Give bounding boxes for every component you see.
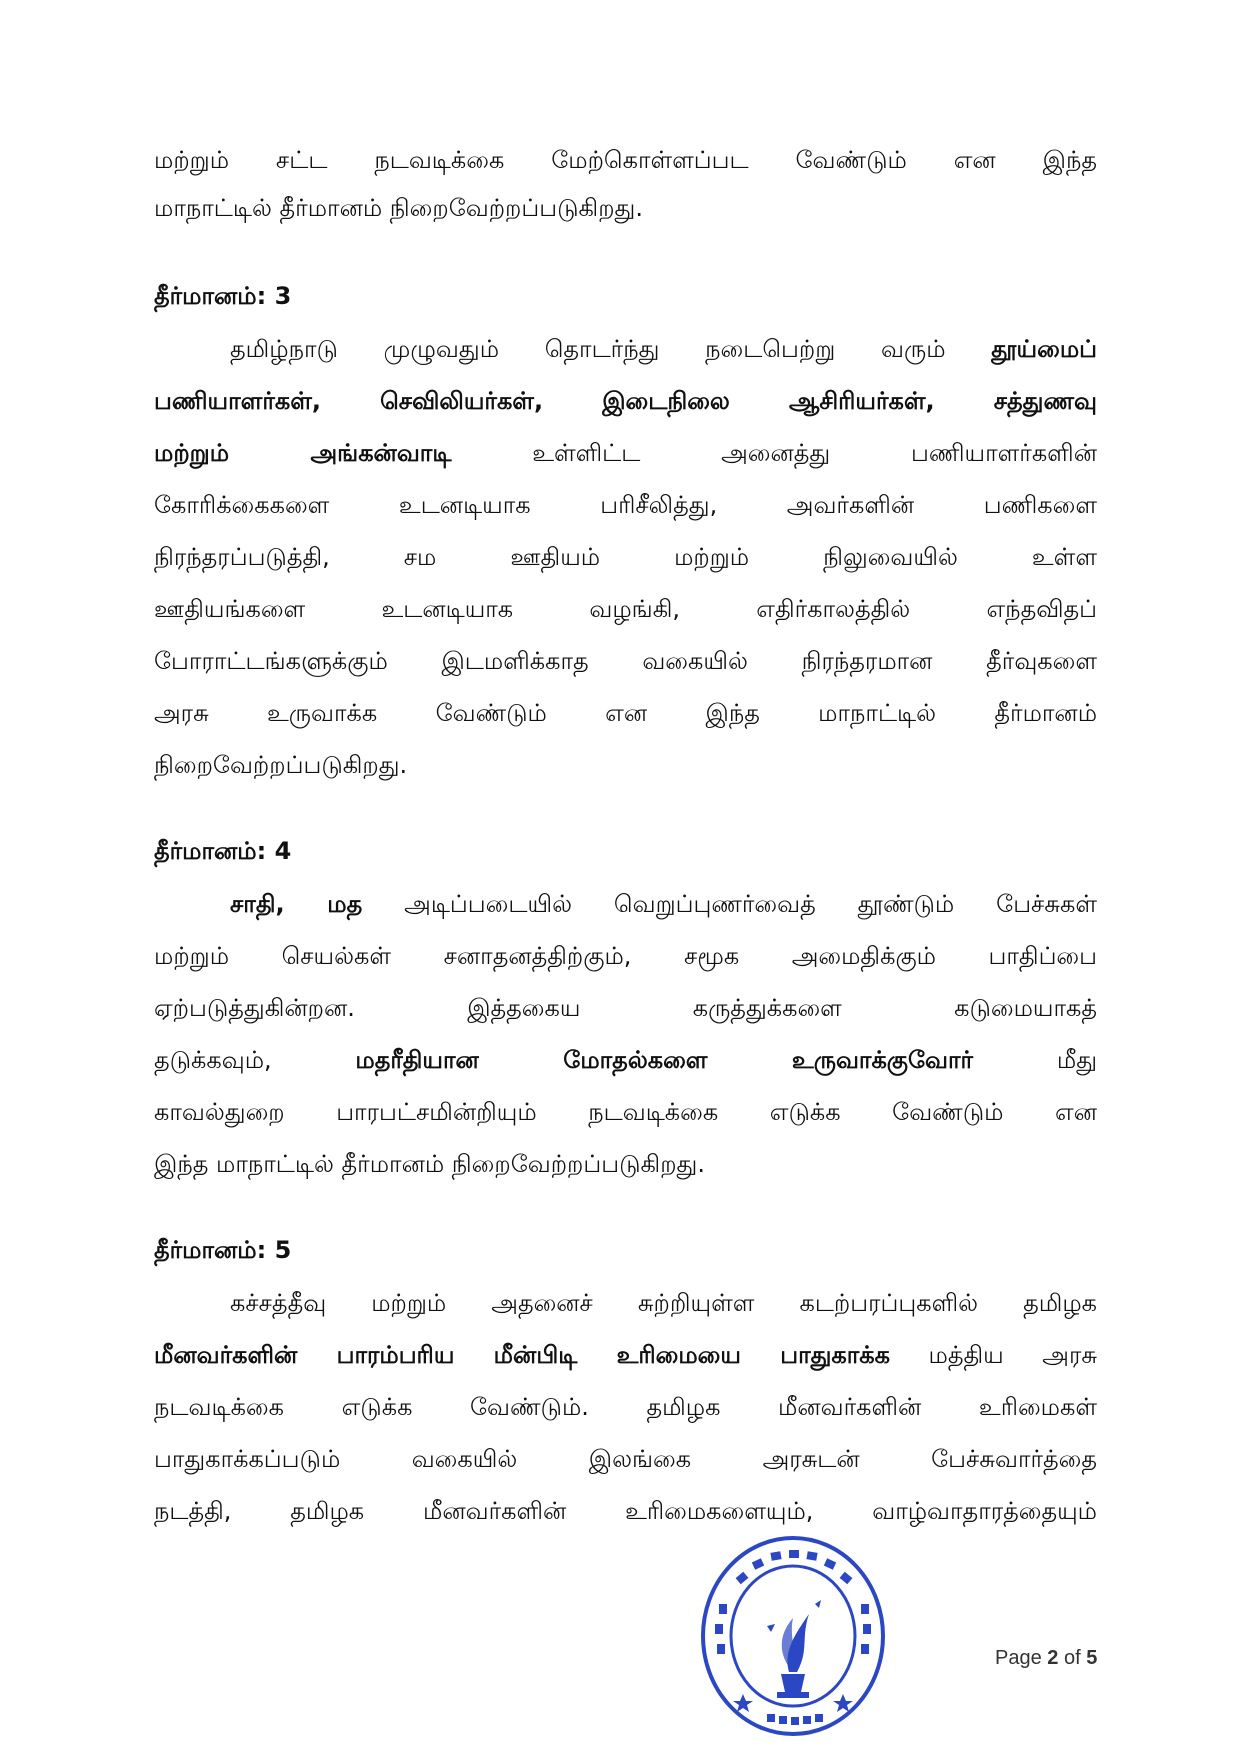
paragraph-line: தமிழ்நாடு முழுவதும் தொடர்ந்து நடைபெற்று வரும் தூய்மைப் [230, 335, 1097, 363]
seal-emblem-icon [697, 1534, 889, 1739]
paragraph-line: காவல்துறை பாரபட்சமின்றியும் நடவடிக்கை எடுக்க வேண்டும் என [154, 1098, 1097, 1126]
paragraph-line: மற்றும் செயல்கள் சனாதனத்திற்கும், சமூக அமைதிக்கும் பாதிப்பை [154, 942, 1097, 970]
paragraph-line: பாதுகாக்கப்படும் வகையில் இலங்கை அரசுடன் பேச்சுவார்த்தை [154, 1445, 1097, 1473]
paragraph-line: ஊதியங்களை உடனடியாக வழங்கி, எதிர்காலத்தில் எந்தவிதப் [154, 595, 1097, 623]
party-seal-stamp [697, 1534, 889, 1739]
paragraph-line: சாதி, மத அடிப்படையில் வெறுப்புணர்வைத் தூண்டும் பேச்சுகள் [230, 890, 1098, 918]
resolution-heading-4: தீர்மானம்: 4 [154, 837, 292, 865]
paragraph-line: மாநாட்டில் தீர்மானம் நிறைவேற்றப்படுகிறது. [154, 194, 643, 222]
paragraph-line: தடுக்கவும், மதரீதியான மோதல்களை உருவாக்குவோர் மீது [154, 1046, 1098, 1074]
paragraph-line: கச்சத்தீவு மற்றும் அதனைச் சுற்றியுள்ள கடற்பரப்புகளில் தமிழக [230, 1289, 1097, 1317]
paragraph-line: அரசு உருவாக்க வேண்டும் என இந்த மாநாட்டில் தீர்மானம் [154, 699, 1097, 727]
paragraph-line: நடவடிக்கை எடுக்க வேண்டும். தமிழக மீனவர்களின் உரிமைகள் [154, 1393, 1097, 1421]
paragraph-line: இந்த மாநாட்டில் தீர்மானம் நிறைவேற்றப்படுகிறது. [154, 1150, 705, 1178]
paragraph-line: நடத்தி, தமிழக மீனவர்களின் உரிமைகளையும், வாழ்வாதாரத்தையும் [154, 1497, 1097, 1525]
paragraph-line: நிறைவேற்றப்படுகிறது. [154, 751, 408, 779]
page-number: Page 2 of 5 [995, 1647, 1098, 1669]
paragraph-line: கோரிக்கைகளை உடனடியாக பரிசீலித்து, அவர்களின் பணிகளை [154, 491, 1097, 519]
paragraph-line: பணியாளர்கள், செவிலியர்கள், இடைநிலை ஆசிரியர்கள், சத்துணவு [154, 387, 1097, 415]
paragraph-line: ஏற்படுத்துகின்றன. இத்தகைய கருத்துக்களை கடுமையாகத் [154, 994, 1097, 1022]
paragraph-line: மற்றும் சட்ட நடவடிக்கை மேற்கொள்ளப்பட வேண்டும் என இந்த [154, 146, 1097, 174]
paragraph-line: மீனவர்களின் பாரம்பரிய மீன்பிடி உரிமையை பாதுகாக்க மத்திய அரசு [154, 1341, 1098, 1369]
resolution-heading-3: தீர்மானம்: 3 [154, 282, 292, 310]
paragraph-line: நிரந்தரப்படுத்தி, சம ஊதியம் மற்றும் நிலுவையில் உள்ள [154, 543, 1097, 571]
resolution-heading-5: தீர்மானம்: 5 [154, 1236, 292, 1264]
paragraph-line: மற்றும் அங்கன்வாடி உள்ளிட்ட அனைத்து பணியாளர்களின் [154, 439, 1097, 467]
paragraph-line: போராட்டங்களுக்கும் இடமளிக்காத வகையில் நிரந்தரமான தீர்வுகளை [154, 647, 1097, 675]
